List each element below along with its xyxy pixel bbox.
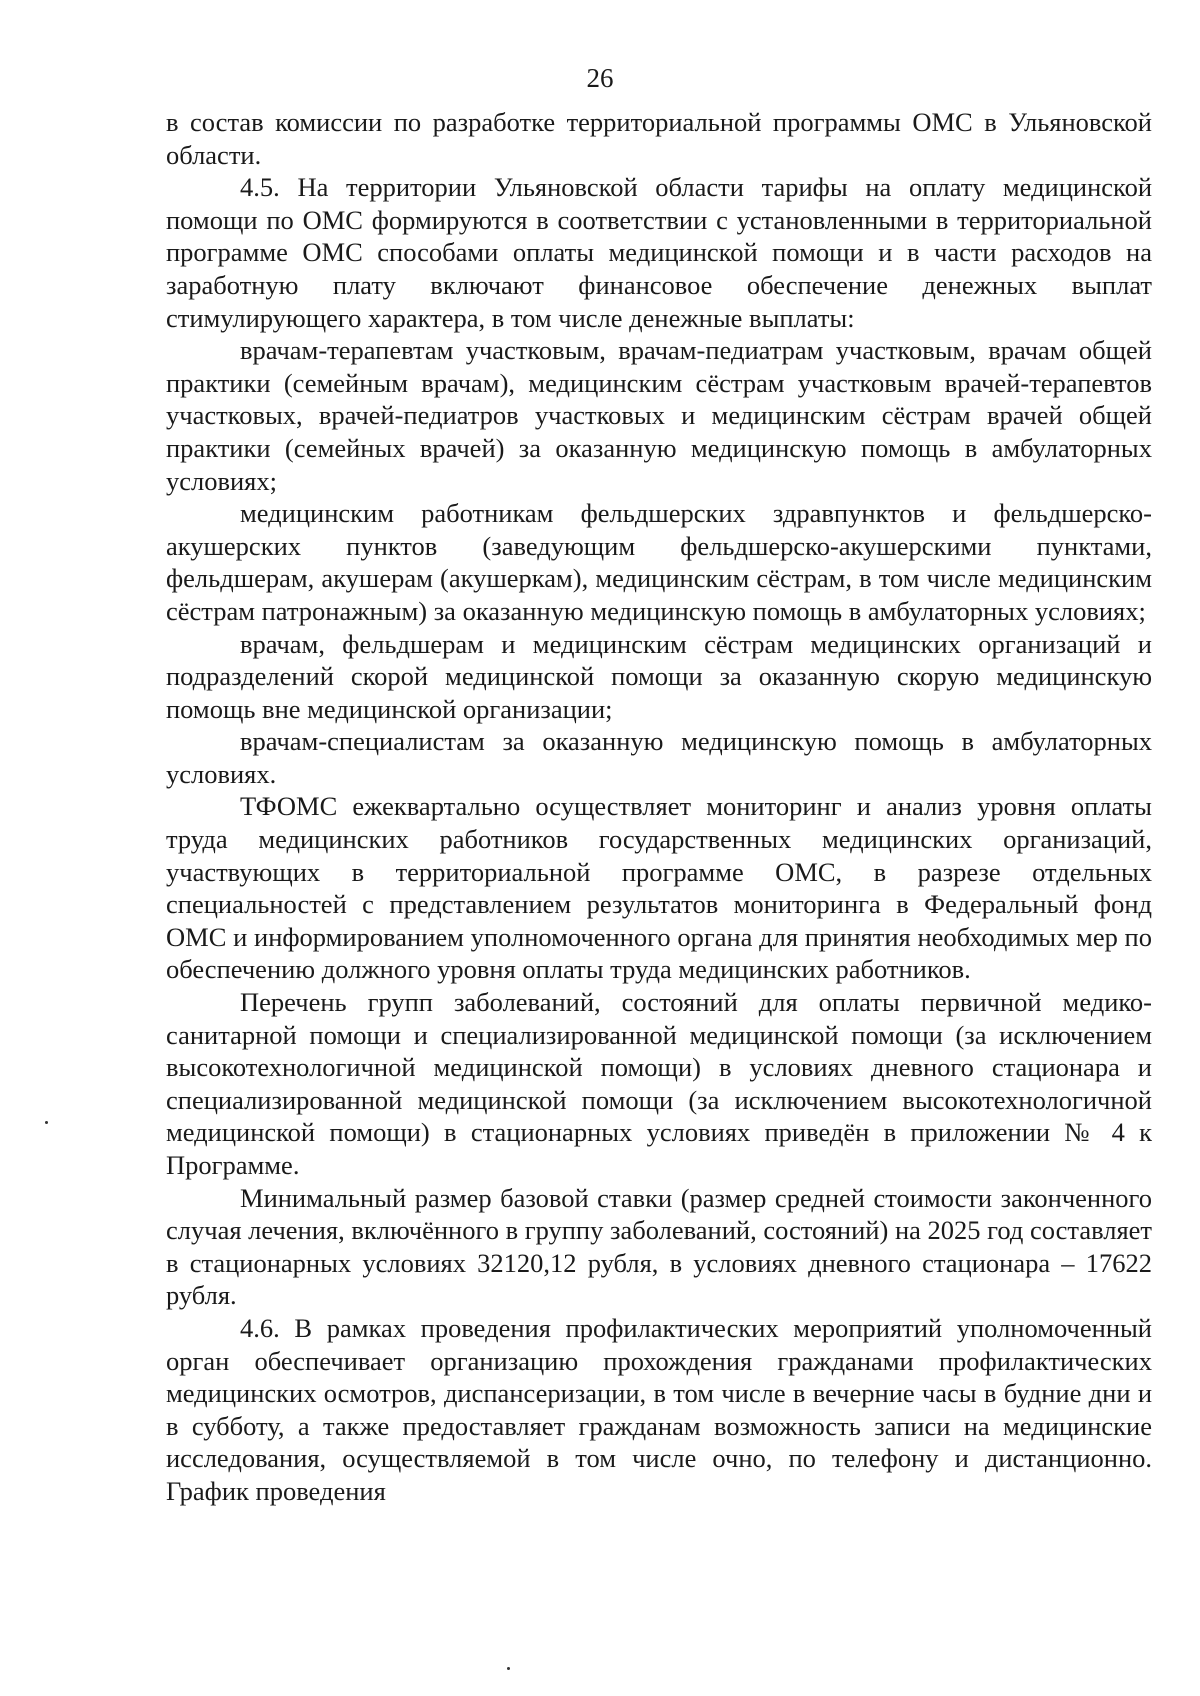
paragraph-monitoring: ТФОМС ежеквартально осуществляет мониторинг и анализ уровня оплаты труда медицинских работников государственных медицинских организаций, участвующих в территориальной программе ОМС, в разрезе отдельных специальностей с представлением результатов мониторинга в Федеральный фонд ОМС и информированием уполномоченного органа для принятия необходимых мер по обеспечению должного уровня оплаты труда медицинских работников. (166, 791, 1152, 985)
paragraph-disease-groups: Перечень групп заболеваний, состояний для оплаты первичной медико-санитарной помощи и специализированной медицинской помощи (за исключением высокотехнологичной медицинской помощи) в условиях дневного стационара и специализированной медицинской помощи (за исключением высокотехнологичной медицинской помощи) в стационарных условиях приведён в приложении № 4 к Программе. (166, 987, 1152, 1180)
paragraph-list-item: медицинским работникам фельдшерских здравпунктов и фельдшерско-акушерских пунктов (заведующим фельдшерско-акушерскими пунктами, фельдшерам, акушерам (акушеркам), медицинским сёстрам, в том числе медицинским сёстрам патронажным) за оказанную медицинскую помощь в амбулаторных условиях; (166, 498, 1152, 626)
document-body (166, 106, 1152, 1508)
paragraph-list-item: врачам, фельдшерам и медицинским сёстрам медицинских организаций и подразделений скорой медицинской помощи за оказанную скорую медицинскую помощь вне медицинской организации; (166, 628, 1152, 724)
paragraph-list-item: врачам-терапевтам участковым, врачам-педиатрам участковым, врачам общей практики (семейным врачам), медицинским сёстрам участковым врачей-терапевтов участковых, врачей-педиатров участковых и медицинским сёстрам врачей общей практики (семейных врачей) за оказанную медицинскую помощь в амбулаторных условиях; (166, 335, 1152, 496)
page-number: 26 (586, 63, 614, 93)
paragraph-continuation: в состав комиссии по разработке территориальной программы ОМС в Ульяновской области. (166, 107, 1152, 170)
scan-speck (507, 1667, 510, 1670)
paragraph-section-4-6: 4.6. В рамках проведения профилактических мероприятий уполномоченный орган обеспечивает организацию прохождения гражданами профилактических медицинских осмотров, диспансеризации, в том числе в вечерние часы в будние дни и в субботу, а также предоставляет гражданам возможность записи на медицинские исследования, осуществляемой в том числе очно, по телефону и дистанционно. График проведения (166, 1312, 1152, 1506)
paragraph-list-item: врачам-специалистам за оказанную медицинскую помощь в амбулаторных условиях. (166, 726, 1152, 789)
paragraph-base-rate: Минимальный размер базовой ставки (размер средней стоимости законченного случая лечения, включённого в группу заболеваний, состояний) на 2025 год составляет в стационарных условиях 32120,12 рубля, в условиях дневного стационара – 17622 рубля. (166, 1182, 1152, 1311)
scan-speck (45, 1121, 48, 1124)
paragraph-section-4-5: 4.5. На территории Ульяновской области тарифы на оплату медицинской помощи по ОМС формируются в соответствии с установленными в территориальной программе ОМС способами оплаты медицинской помощи и в части расходов на заработную плату включают финансовое обеспечение денежных выплат стимулирующего характера, в том числе денежные выплаты: (166, 172, 1152, 333)
